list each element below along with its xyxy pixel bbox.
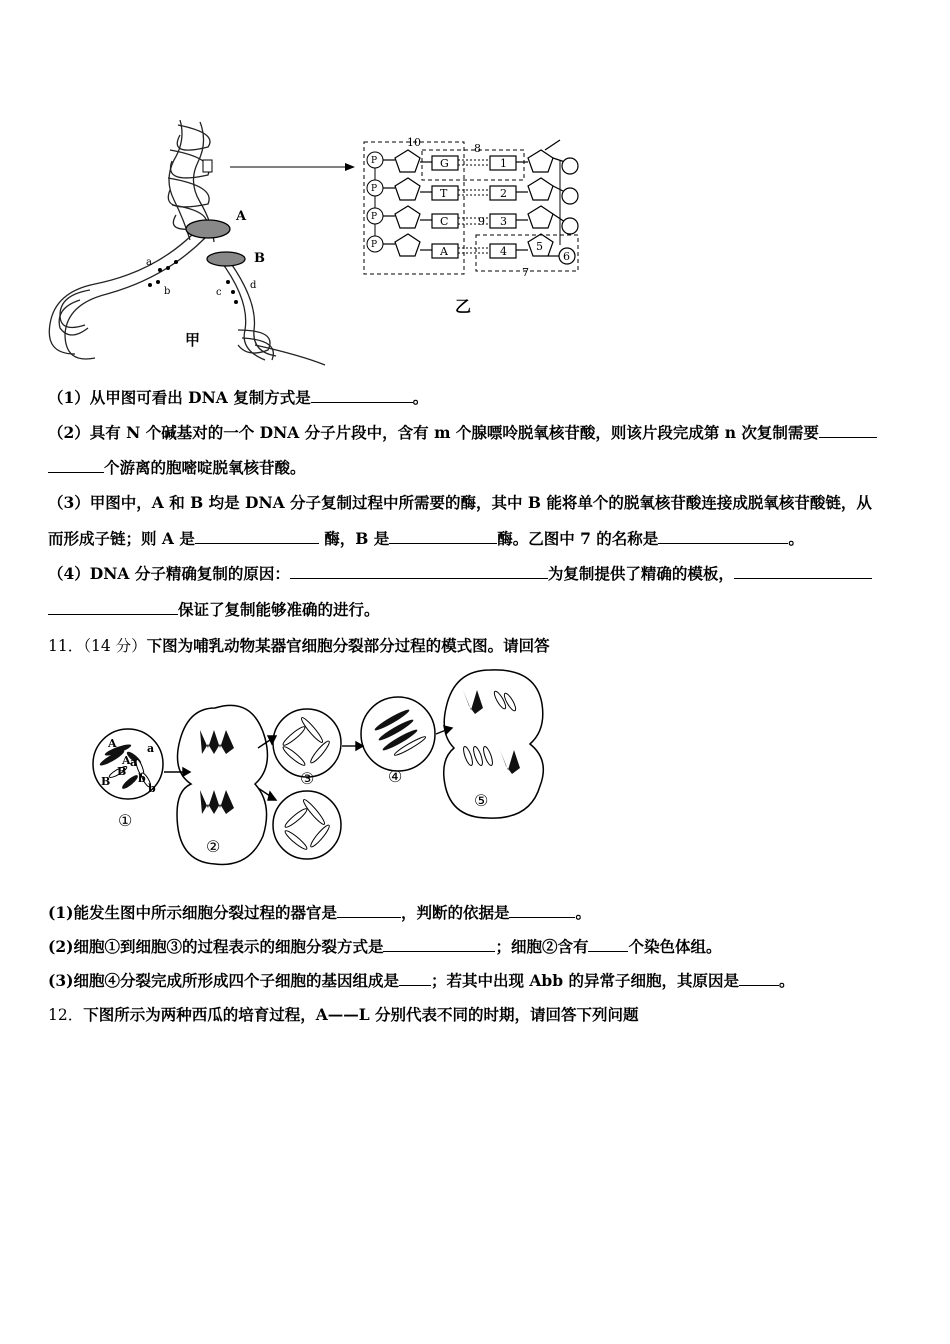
q10-part3: （3）甲图中，A 和 B 均是 DNA 分子复制过程中所需要的酶，其中 B 能将单个的脱氧核苷酸连接成脱氧核苷酸链，从 <box>48 493 872 512</box>
gene-label-a: a <box>130 756 138 769</box>
answer-blank[interactable] <box>195 529 319 544</box>
cell-division-figure <box>0 660 950 880</box>
q11-sub2: (2)细胞①到细胞③的过程表示的细胞分裂方式是 ；细胞②含有 个染色体组。 <box>48 937 722 956</box>
answer-blank[interactable] <box>819 423 877 438</box>
cell-label-3: ③ <box>300 769 315 788</box>
phosphate-label: P <box>371 156 378 166</box>
gene-label-b: b <box>148 782 156 795</box>
gene-label-A: A <box>122 754 131 767</box>
q10-part2-cont: 个游离的胞嘧啶脱氧核苷酸。 <box>48 456 306 478</box>
q11-stem: 11．（14 分）下图为哺乳动物某器官细胞分裂部分过程的模式图。请回答 <box>48 636 550 655</box>
base-c: C <box>440 215 449 228</box>
cell-label-4: ④ <box>388 767 403 786</box>
base-g: G <box>440 157 449 170</box>
number-4: 4 <box>500 245 507 258</box>
answer-blank[interactable] <box>383 937 495 952</box>
q10-part4: （4）DNA 分子精确复制的原因： 为复制提供了精确的模板， <box>48 562 872 584</box>
strand-label-c: c <box>216 287 222 298</box>
gene-label-b: b <box>138 772 146 785</box>
yi-label: 乙 <box>455 297 472 316</box>
cell-label-1: ① <box>118 811 133 830</box>
answer-blank[interactable] <box>48 600 178 615</box>
answer-blank[interactable] <box>48 458 104 473</box>
q11-sub1: (1)能发生图中所示细胞分裂过程的器官是 ，判断的依据是 。 <box>48 903 591 922</box>
gene-label-B: B <box>117 765 127 778</box>
number-1: 1 <box>500 157 507 170</box>
base-t: T <box>440 187 448 200</box>
number-2: 2 <box>500 187 507 200</box>
strand-label-d: d <box>250 280 257 291</box>
enzyme-a-label: A <box>236 209 247 224</box>
answer-blank[interactable] <box>658 529 788 544</box>
number-10: 10 <box>407 136 421 149</box>
answer-blank[interactable] <box>509 903 575 918</box>
q12-stem: 12．下图所示为两种西瓜的培育过程，A——L 分别代表不同的时期，请回答下列问题 <box>48 1005 639 1024</box>
answer-blank[interactable] <box>734 564 872 579</box>
gene-label-A: A <box>108 737 117 750</box>
number-8: 8 <box>474 142 481 155</box>
base-a: A <box>440 245 448 258</box>
strand-label-a: a <box>146 257 152 268</box>
q10-part4-cont: 保证了复制能够准确的进行。 <box>48 598 380 620</box>
phosphate-label: P <box>371 184 378 194</box>
number-5: 5 <box>536 240 543 253</box>
q10-part2: （2）具有 N 个碱基对的一个 DNA 分子片段中，含有 m 个腺嘌呤脱氧核苷酸，则该片段完成第 n 次复制需要 <box>48 421 877 443</box>
dna-replication-figure <box>0 0 950 380</box>
gene-label-a: a <box>147 742 155 755</box>
cell-label-2: ② <box>206 837 221 856</box>
answer-blank[interactable] <box>399 971 431 986</box>
gene-label-B: B <box>101 775 111 788</box>
q10-part3-cont: 而形成子链；则 A 是 酶，B 是 酶。乙图中 7 的名称是 。 <box>48 529 804 548</box>
number-9: 9 <box>478 215 485 228</box>
number-3: 3 <box>500 215 507 228</box>
answer-blank[interactable] <box>311 388 413 403</box>
jia-label: 甲 <box>185 331 201 349</box>
enzyme-b-label: B <box>254 251 265 266</box>
answer-blank[interactable] <box>337 903 401 918</box>
phosphate-label: P <box>371 240 378 250</box>
cell-label-5: ⑤ <box>474 791 489 810</box>
answer-blank[interactable] <box>389 529 497 544</box>
answer-blank[interactable] <box>739 971 779 986</box>
strand-label-b: b <box>164 286 171 297</box>
phosphate-label: P <box>371 212 378 222</box>
answer-blank[interactable] <box>290 564 548 579</box>
number-6: 6 <box>563 250 570 263</box>
answer-blank[interactable] <box>588 937 628 952</box>
q10-part1: （1）从甲图可看出 DNA 复制方式是 。 <box>48 388 429 407</box>
q11-sub3: (3)细胞④分裂完成所形成四个子细胞的基因组成是 ；若其中出现 Abb 的异常子细胞，其原因是 。 <box>48 971 795 990</box>
number-7: 7 <box>522 266 529 279</box>
